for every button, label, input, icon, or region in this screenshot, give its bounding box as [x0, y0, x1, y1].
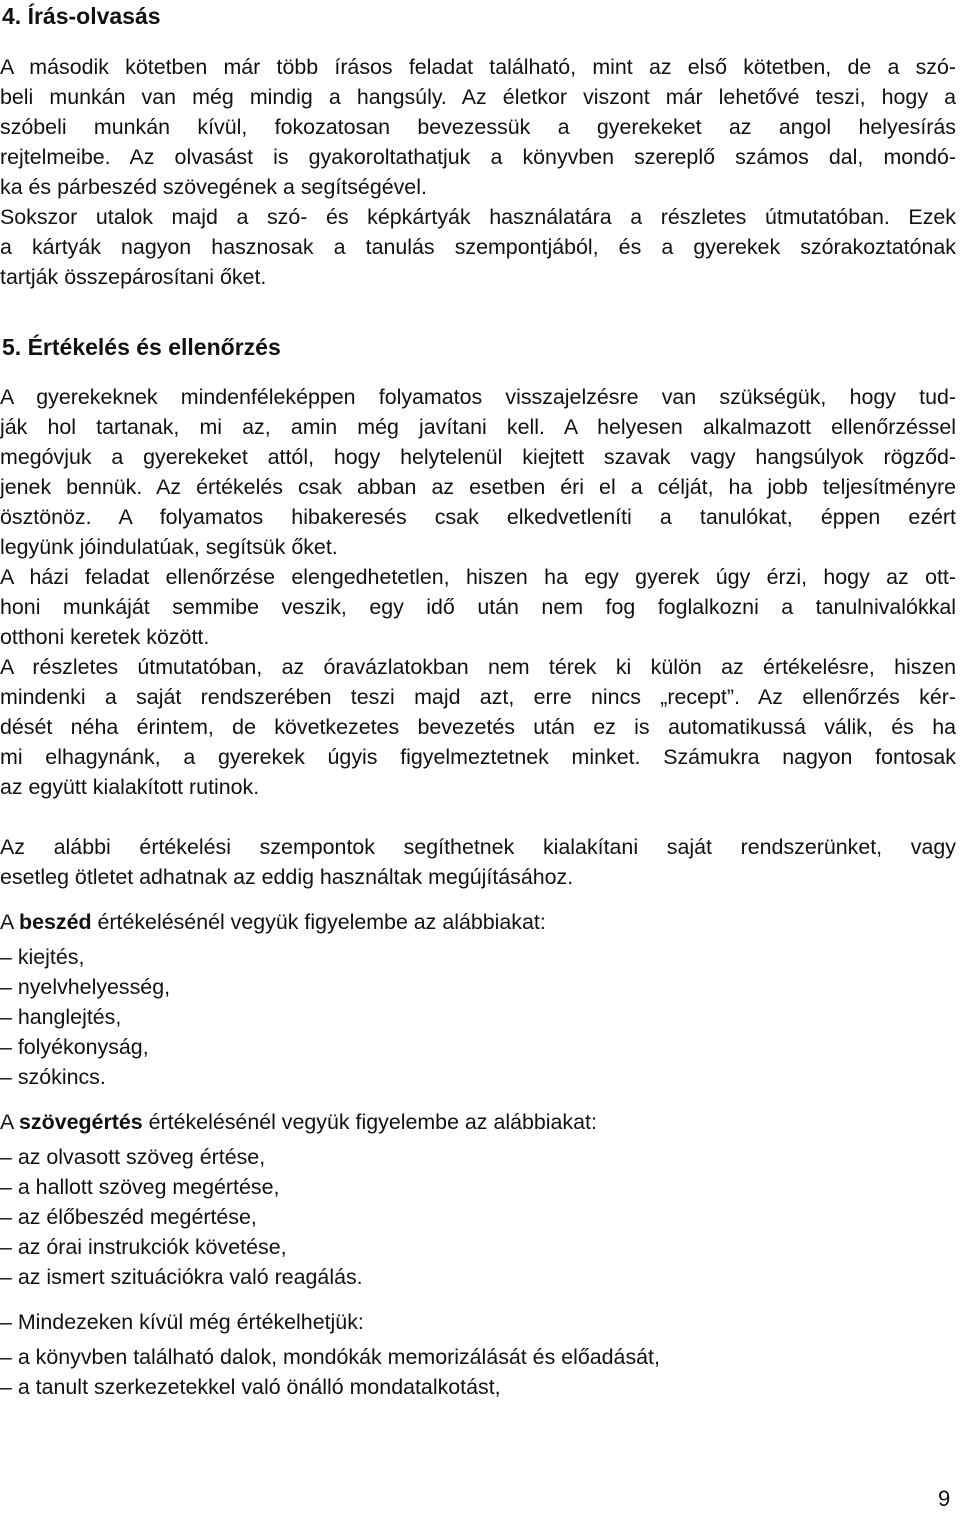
paragraph-line: ják hol tartanak, mi az, amin még javítani kell. A helyesen alkalmazott ellenőrzéssel: [0, 415, 956, 439]
extra-list-item: – a tanult szerkezetekkel való önálló mondatalkotást,: [0, 1375, 501, 1399]
comprehension-list-item: – az olvasott szöveg értése,: [0, 1145, 266, 1169]
paragraph-line: A gyerekeknek mindenféleképpen folyamatos visszajelzésre van szükségük, hogy tud-: [0, 385, 956, 409]
paragraph-line: megóvjuk a gyerekeket attól, hogy helytelenül kiejtett szavak vagy hangsúlyok rögződ-: [0, 445, 956, 469]
comprehension-list-item: – az órai instrukciók követése,: [0, 1235, 287, 1259]
comprehension-intro-pre: A: [0, 1110, 20, 1134]
speech-intro-keyword: beszéd: [19, 910, 92, 934]
speech-intro-pre: A: [0, 910, 20, 934]
paragraph-line: mindenki a saját rendszerében teszi majd azt, erre nincs „recept”. Az ellenőrzés kér-: [0, 685, 956, 709]
paragraph-line: beli munkán van még mindig a hangsúly. Az életkor viszont már lehetővé teszi, hogy a: [0, 85, 956, 109]
section-4-heading: 4. Írás-olvasás: [2, 3, 161, 29]
paragraph-line: tartják összepárosítani őket.: [0, 265, 267, 289]
paragraph-line: honi munkáját semmibe veszik, egy idő után nem fog foglalkozni a tanulnivalókkal: [0, 595, 956, 619]
page-number: 9: [938, 1486, 951, 1511]
speech-list-item: – folyékonyság,: [0, 1035, 149, 1059]
paragraph-line: A részletes útmutatóban, az óravázlatokban nem térek ki külön az értékelésre, hiszen: [0, 655, 956, 679]
speech-list-item: – szókincs.: [0, 1065, 106, 1089]
speech-list-item: – kiejtés,: [0, 945, 85, 969]
paragraph-line: ka és párbeszéd szövegének a segítségével.: [0, 175, 427, 199]
comprehension-intro-keyword: szövegértés: [19, 1110, 143, 1134]
paragraph-line: mi elhagynánk, a gyerekek úgyis figyelmeztetnek minket. Számukra nagyon fontosak: [0, 745, 956, 769]
paragraph-line: A házi feladat ellenőrzése elengedhetetlen, hiszen ha egy gyerek úgy érzi, hogy az ott-: [0, 565, 956, 589]
extra-list-item: – a könyvben található dalok, mondókák memorizálását és előadását,: [0, 1345, 660, 1369]
comprehension-list-item: – a hallott szöveg megértése,: [0, 1175, 280, 1199]
paragraph-line: otthoni keretek között.: [0, 625, 210, 649]
paragraph-line: az együtt kialakított rutinok.: [0, 775, 260, 799]
paragraph-line: Az alábbi értékelési szempontok segíthetnek kialakítani saját rendszerünket, vagy: [0, 835, 956, 859]
paragraph-line: A második kötetben már több írásos feladat található, mint az első kötetben, de a szó-: [0, 55, 956, 79]
paragraph-line: jenek bennük. Az értékelés csak abban az esetben éri el a célját, ha jobb teljesítményre: [0, 475, 956, 499]
comprehension-intro: [0, 1107, 956, 1137]
paragraph-line: szóbeli munkán kívül, fokozatosan bevezessük a gyerekeket az angol helyesírás: [0, 115, 956, 139]
comprehension-intro-post: értékelésénél vegyük figyelembe az alábbiakat:: [142, 1110, 597, 1134]
speech-intro-post: értékelésénél vegyük figyelembe az alábbiakat:: [91, 910, 546, 934]
paragraph-line: ösztönöz. A folyamatos hibakeresés csak elkedvetleníti a tanulókat, éppen ezért: [0, 505, 956, 529]
paragraph-line: rejtelmeibe. Az olvasást is gyakoroltathatjuk a könyvben szereplő számos dal, mondó-: [0, 145, 956, 169]
speech-list-item: – hanglejtés,: [0, 1005, 122, 1029]
comprehension-list-item: – az élőbeszéd megértése,: [0, 1205, 257, 1229]
comprehension-list-item: – az ismert szituációkra való reagálás.: [0, 1265, 363, 1289]
paragraph-line: a kártyák nagyon hasznosak a tanulás szempontjából, és a gyerekek szórakoztatónak: [0, 235, 956, 259]
extra-intro: – Mindezeken kívül még értékelhetjük:: [0, 1310, 364, 1334]
speech-intro: [0, 907, 956, 937]
paragraph-line: dését néha érintem, de következetes bevezetés után ez is automatikussá válik, és ha: [0, 715, 956, 739]
paragraph-line: legyünk jóindulatúak, segítsük őket.: [0, 535, 338, 559]
paragraph-line: esetleg ötletet adhatnak az eddig használtak megújításához.: [0, 865, 574, 889]
section-5-heading: 5. Értékelés és ellenőrzés: [2, 334, 281, 360]
paragraph-line: Sokszor utalok majd a szó- és képkártyák használatára a részletes útmutatóban. Ezek: [0, 205, 956, 229]
speech-list-item: – nyelvhelyesség,: [0, 975, 171, 999]
